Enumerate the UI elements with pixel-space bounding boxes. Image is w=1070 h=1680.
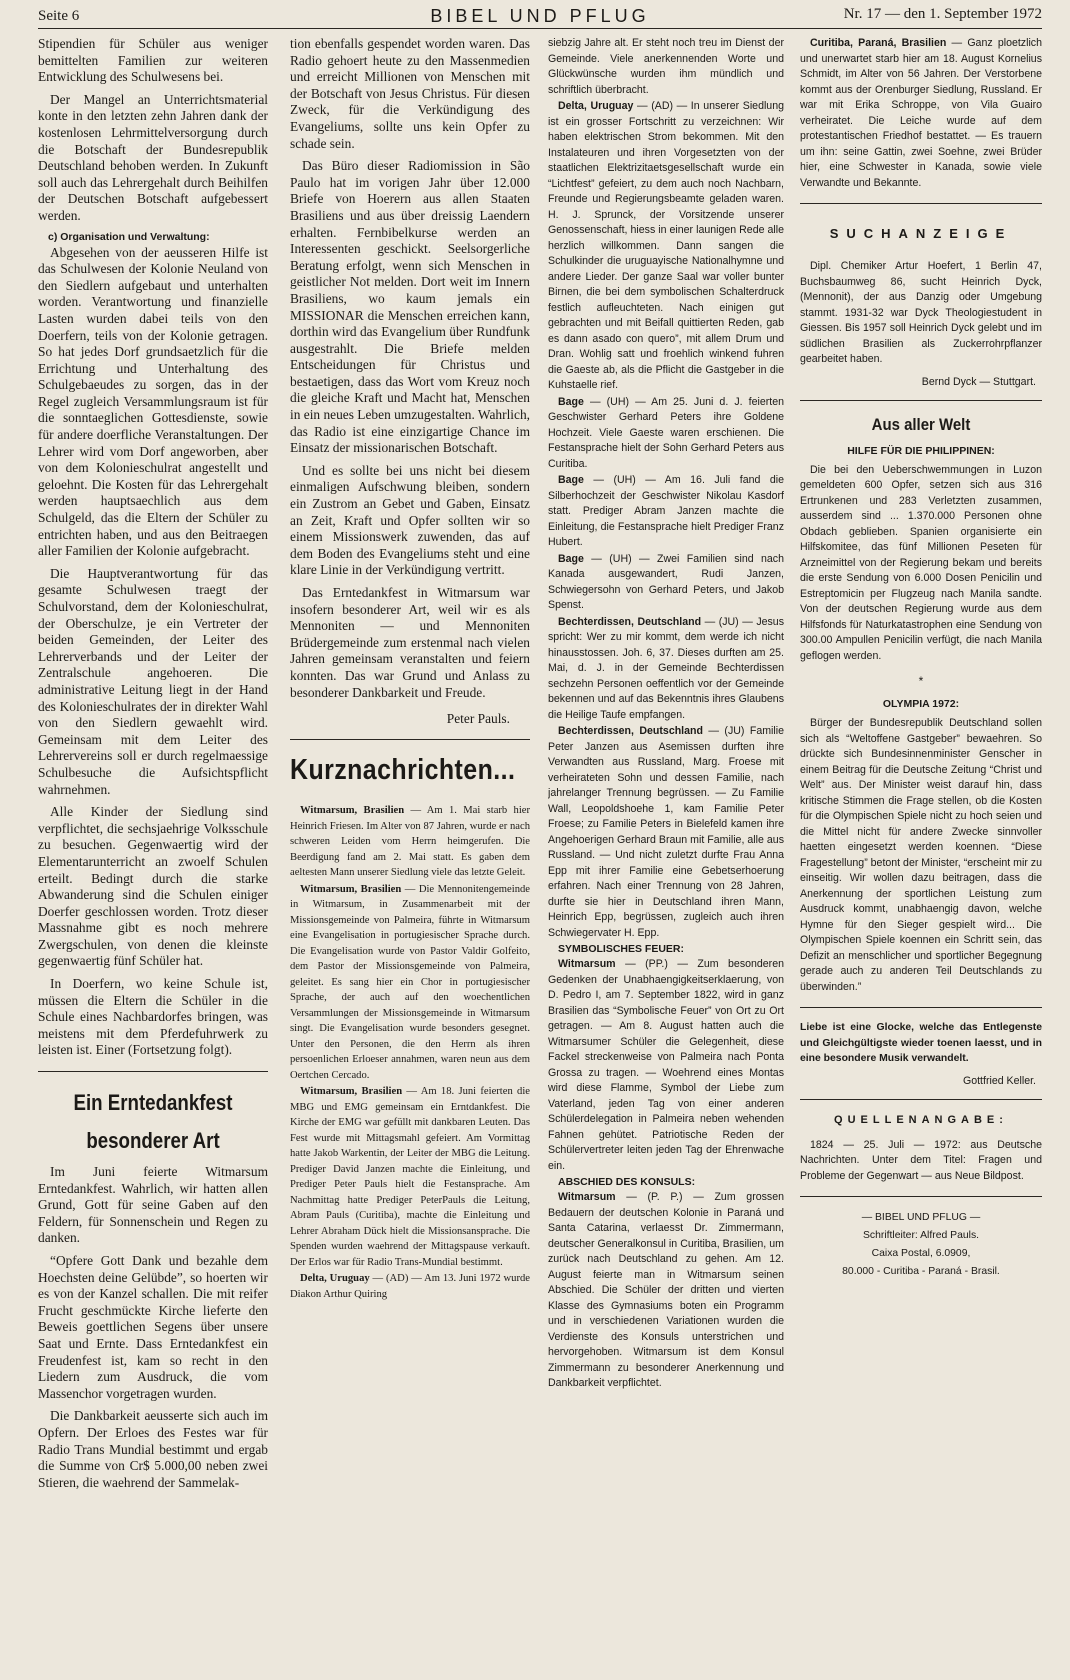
news-item: Bechterdissen, Deutschland — (JU) Familie Peter Janzen aus Asemissen durften ihre Verwandten aus Russland, Marg. Froese mit verheirateten Sohn und dessen Familie, nach jahrelanger Trennung begrüssen. — Zu Familie Wall, Leopoldshoehe 1, kam Familie Peter Froese; zu Familie Peters in Bielefeld kamen ihre Angehoerigen Gerhard Braun mit Familie, alle aus Russland. — Und nicht zuletzt durfte Frau Anna Epp mit ihrer Familie eine Gebetserhoerung erfahren. Nach einer Trennung von 28 Jahren, durfte sie hier in Deutschland ihren Mann, Heinrich Epp, begrüssen, zugleich auch ihren Schwiegervater H. Epp. <box>548 725 784 939</box>
imprint <box>800 1209 1042 1281</box>
section-title: Kurznachrichten... <box>290 754 516 787</box>
divider <box>800 400 1042 401</box>
news-item: Witmarsum, Brasilien — Am 18. Juni feierten die MBG und EMG gemeinsam ein Erntdankfest. Die Kirche der EMG war gefüllt mit dankbaren Leuten. Das Fest wurde mit Mittagsmahl gefeiert. Am Vormittag hatte Jakob Warkentin, der Leiter der MBG die Leitung. Prediger David Janzen machte die Einleitung, und Prediger Peter Pauls hielt die Festansprache. Am Nachmittag hatte Prediger PeterPauls die Leitung, Abram Pauls (Curitiba), machte die Einleitung und Lehrer Abraham Dück hielt die Missionsansprache. Die Spenden wurden waehrend der Mittagspause verkauft. Der Erlos war für Radio Trans-Mundial bestimmt. <box>290 1086 530 1268</box>
quote: Liebe ist eine Glocke, welche das Entlegenste und Gleichgültigste wieder toenen laesst, und in eine besondere Musik verwandelt. <box>800 1022 1042 1064</box>
imprint-line: Caixa Postal, 6.0909, <box>871 1248 971 1259</box>
news-dateline: Curitiba, Paraná, Brasilien <box>810 37 947 49</box>
news-dateline: Delta, Uruguay <box>558 100 634 112</box>
page-header <box>38 6 1042 29</box>
separator-star: * <box>918 674 924 688</box>
paragraph: Alle Kinder der Siedlung sind verpflichtet, die sechsjaehrige Volksschule zu besuchen. Gegenwaertig wird der Elementarunterricht an zwoelf Schulen erteilt. Bedingt durch die starke Abwanderung sind die Schulen einiger Doerfer geschlossen worden. Trotz dieser Massnahme gibt es noch mehrere Zwergschulen, von denen die kleinste gegenwaertig fünf Schüler hat. <box>38 804 268 969</box>
news-item: siebzig Jahre alt. Er steht noch treu im Dienst der Gemeinde. Viele anerkennenden Worte und Glückwünsche wurden ihm mündlich und schriftlich überbracht. <box>548 37 784 96</box>
paragraph: tion ebenfalls gespendet worden waren. Das Radio gehoert heute zu den Massenmedien und erreicht Millionen von Menschen mit der Botschaft von Jesus Christus. Für diesen Zweck, für die Verkündigung des Evangeliums, sollte uns kein Opfer zu schade sein. <box>290 36 530 151</box>
section-title: SUCHANZEIGE <box>829 226 1013 241</box>
news-dateline: Witmarsum <box>558 1191 616 1203</box>
news-item: Bage — (UH) — Zwei Familien sind nach Kanada ausgewandert, Rudi Janzen, Schwiegersohn von Gerhard Peters, und Jakob Spenst. <box>548 552 784 611</box>
section-heading: SYMBOLISCHES FEUER: <box>558 943 685 955</box>
section-title: QUELLENANGABE: <box>834 1113 1008 1126</box>
paragraph: Das Büro dieser Radiomission in São Paulo hat im vorigen Jahr über 12.000 Briefe von Hoerern aus allen Staaten Brasiliens und aus über dreissig Laendern erhalten. Fernbibelkurse werden an Interessenten geschickt. Seelsorgerliche Beratung erfolgt, wenn sich Menschen in geistlicher Not melden. Dort weit im Innern Brasiliens, wo kaum jemals ein MISSIONAR die Menschen erreichen kann, dorthin wird das Evangelium über Rundfunk ausgestrahlt. Die Briefe melden Entscheidungen für Christus und bestaetigen, dass das Wort vom Kreuz noch die gleiche Kraft und Macht hat, Menschen in ein neues Leben umzugestalten. Wahrlich, das Radio ist eine einzigartige Chance im Einsatz der missionarischen Botschaft. <box>290 158 530 456</box>
divider <box>290 739 530 740</box>
imprint-line: Schriftleiter: Alfred Pauls. <box>862 1230 980 1241</box>
news-item: Bechterdissen, Deutschland — (JU) — Jesus spricht: Wer zu mir kommt, dem werde ich nicht hinausstossen. Joh. 6, 37. Dieses durften am 25. Mai, d. J. in der Gemeinde Bechterdissen sechzehn Personen oeffentlich vor der Gemeinde bekennen und auf das Bekenntnis ihres Glaubens die Heilige Taufe empfangen. <box>548 615 784 721</box>
news-item: Die bei den Ueberschwemmungen in Luzon gemeldeten 600 Opfer, setzen sich aus 316 Ertrunkenen und 283 Verletzten zusammen, ausserdem sind ... 1.370.000 Personen ohne Obdach geblieben. Spanien organisierte ein Hilfskomitee, das fünf Millionen Peseten für Arzneimittel von der Regierung bekam und bereits die erste Sendung von 6.000 Dosen Penicilin und Estreptomicin per Flugzeug nach Manila sandte. Von der deutschen Regierung wurde aus dem Hilfsfonds für Naturkatastrophen eine Sendung von 300.00 Ampullen Penicilin verfügt, die nach Manila geflogen werden. <box>800 463 1042 662</box>
news-item: Bage — (UH) — Am 16. Juli fand die Silberhochzeit der Geschwister Nikolau Kasdorf statt. Prediger Abram Janzen machte die Einleitung, die Festansprache hielt Prediger Franz Hubert. <box>548 474 784 548</box>
news-dateline: Delta, Uruguay <box>300 1273 370 1285</box>
ad-signature: Bernd Dyck — Stuttgart. <box>921 375 1036 388</box>
page-number: Seite 6 <box>38 8 80 24</box>
paragraph: “Opfere Gott Dank und bezahle dem Hoechsten deine Gelübde”, so hoerten wir es von der Kanzel schallen. Die mit reifer Frucht geschmückte Kirche lieferte den Beweis goettlichen Segens über unsere Saat und Ernte. Dass Erntedankfest ein Freudenfest ist, kam so recht in den Liedern zum Ausdruck, die vom Massenchor vorgetragen wurden. <box>38 1253 268 1401</box>
paragraph: Der Mangel an Unterrichtsmaterial konte in den letzten zehn Jahren dank der kostenlosen Lehrmittelversorgung durch die Botschaft der Bundesrepublik Deutschland behoben werden. In Zukunft soll auch das Lehrergehalt durch Beihilfen der Deutschen Botschaft aufgebessert werden. <box>38 91 268 223</box>
news-item: Bürger der Bundesrepublik Deutschland sollen sich als “Weltoffene Gastgeber” bewaehren. So drückte sich Bundesinnenminister Genscher in einem Beitrag für die Deutsche Zeitung “Christ und Welt” aus. Der Minister weist darauf hin, dass kritische Stimmen die Frage stellen, ob die Kosten für die Olympischen Spiele nicht zu hoch seien und die Mittel nicht für andere Zwecke sinnvoller haetten eingesetzt werden koennen. “Diese Fragestellung” betont der Minister, “erscheint mir zu einseitig. Wir wollen dazu beitragen, dass die Anerkennung der sportlichen Leistung zum Ausdruck kommt, unabhaengig davon, welche Hymne für den Sieger gespielt wird... Die Olympischen Spiele koennen ein Schritt sein, das Defizit an menschlicher und sportlicher Begegnung gerade auch zu anderen Teil Deutschlands zu überwinden.” <box>800 717 1042 993</box>
news-item: Witmarsum — (P. P.) — Zum grossen Bedauern der deutschen Kolonie in Paraná und Santa Catarina, verlaesst Dr. Zimmermann, deutscher Generalkonsul in Curitiba, Brasilien, um zurück nach Deutschland zu gehen. Am 12. August feierte man in Witmarsum seinen Abschied. Die Schüler der dritten und vierten Klasse des Gymnasiums boten ein Programm und in verschiedenen Variationen wurden die Verdienste des Konsuls unterstrichen und hervorgehoben. Witmarsum ist dem Konsul Zimmermann zu besonderer Anerkennung und Dankbarkeit verpflichtet. <box>548 1191 784 1389</box>
column-2 <box>290 36 530 1672</box>
news-dateline: Bechterdissen, Deutschland <box>558 615 702 628</box>
news-dateline: Bechterdissen, Deutschland <box>558 725 703 737</box>
paragraph: Abgesehen von der aeusseren Hilfe ist das Schulwesen der Kolonie Neuland von den Siedlern aufgebaut und unterhalten worden. Verantwortung und finanzielle Lasten wurden dabei teils von den Doerfern, teils von der Kolonie getragen. So hat jedes Dorf grundsaetzlich für die Errichtung und Unterhaltung des Schulgebaeudes zu sorgen, das in der Regel zugleich Versammlungsraum ist für die sonntaeglichen Gottesdienste, sowie für andere doerfliche Veranstaltungen. Der Lehrer wird vom Dorf angeworben, aber von dem Kolonieschulrat angestellt und geloehnt. Die Kosten für das Lehrergehalt werden hauptsaechlich aus dem Schulgeld, das die Eltern der Schüler zu entrichten haben, und aus den Beitraegen aller Familien der Kolonie aufgebracht. <box>38 244 268 559</box>
quote-author: Gottfried Keller. <box>962 1074 1036 1087</box>
news-dateline: Bage <box>558 395 584 408</box>
news-dateline: Witmarsum, Brasilien <box>300 1086 403 1098</box>
divider <box>800 1099 1042 1100</box>
section-heading: c) Organisation und Verwaltung: <box>48 230 210 243</box>
section-heading: ABSCHIED DES KONSULS: <box>558 1176 696 1188</box>
column-4 <box>800 36 1042 1672</box>
news-dateline: Witmarsum, Brasilien <box>300 883 402 895</box>
divider <box>800 1007 1042 1008</box>
news-item: Witmarsum — (PP.) — Zum besonderen Gedenken der Unabhaengigkeitserklaerung, von D. Pedro I, am 7. September 1822, wird in ganz Brasilien das “Symbolische Feuer” von Ort zu Ort getragen. — Am 8. August hatten auch die Witmarsumer Schüler die Gelegenheit, diese Fackel streckenweise von Palmeira nach Ponta Grossa zu tragen. — Woehrend eines Montas wird diese Flamme, Symbol der Liebe zum Vaterland, jeden Tag von einer anderen Schülerdelegation in Palmeira neben wehenden Fahnen gehütet. Patriotische Reden der Schülervertreter leiten jeden Tag der Ehrenwache ein. <box>548 958 784 1172</box>
news-item: Delta, Uruguay — (AD) — In unserer Siedlung ist ein grosser Fortschritt zu verzeichnen: Wir haben elektrischen Strom bekommen. Mit den Instalateuren und ihren Vorgesetzten von der staatlichen Elektrizitaetsgesellschaft wurde ein “Lichtfest” gefeiert, zu dem auch noch Nachbarn, Freunde und Regierungsbeamte geladen waren. H. J. Sprunck, der Vorsitzende unserer Genossenschaft, hiess in einer launigen Rede alle herzlich willkommen. Dann sangen die Schulkinder die uruguayische Nationalhymne und andere Lieder. Der ganze Saal war voller bunter Birnen, die bei dem symbolischen Schalterdruck festlich aufleuchteten. Nach einigen gut gebrachten und mit Beifall quittierten Reden, gab es dann asado con quero”, mit allem Drum und Dran. Wohlig satt und froehlich winkend fuhren die Gaeste ab, als die Pflicht die Gastgeber in die Kuhstaelle rief. <box>548 100 784 391</box>
paragraph: Das Erntedankfest in Witmarsum war insofern besonderer Art, weil wir es als Mennoniten — und Mennoniten Brüdergemeinde zum erstenmal nach vielen Jahren gemeinsam veranstalten und feiern konnten. Das war Grund und Anlass zu besonderer Dankbarkeit und Freude. <box>290 585 530 700</box>
divider <box>38 1071 268 1072</box>
paragraph: In Doerfern, wo keine Schule ist, müssen die Eltern die Schüler in die Schule eines Nachbardorfes bringen, was meistens mit dem Pferdefuhrwerk zu leisten ist. Einer (Fortsetzung folgt). <box>38 976 268 1058</box>
news-item: Witmarsum, Brasilien — Die Mennonitengemeinde in Witmarsum, in Zusammenarbeit mit der Missionsgemeinde von Palmeira, führte in Witmarsum eine Evangelisation in portugiesischer Sprache durch. Die Evangelisation wurde von Pastor Valdir Golfeito, dem Pastor der Missionsgemeinde von Palmeira, geleitet. Es sang hier ein Chor in portugiesischer Sprache, der auch auf den woechentlichen Versammlungen der Missionsgemeinde in Witmarsum singt. Die Evangelisation wurde besonders gesegnet. Unter den Personen, die den Herrn als ihren persoenlichen Erloeser annahmen, waren neun aus dem Oertchen Cercado. <box>290 883 530 1081</box>
column-3 <box>548 36 784 1672</box>
divider <box>800 203 1042 204</box>
paragraph: Die Dankbarkeit aeusserte sich auch im Opfern. Der Erloes des Festes war für Radio Trans Mundial bestimmt und ergab die Summe von Cr$ 5.000,00 neben zwei Stieren, die waehrend der Sammelak- <box>38 1408 268 1490</box>
imprint-line: — BIBEL UND PFLUG — <box>861 1212 981 1223</box>
news-dateline: Bage <box>558 474 584 486</box>
article-title: Ein Erntedankfest besonderer Art <box>73 1090 233 1154</box>
author-signature: Peter Pauls. <box>446 711 510 727</box>
section-heading: HILFE FÜR DIE PHILIPPINEN: <box>847 444 995 457</box>
section-heading: OLYMPIA 1972: <box>882 698 960 710</box>
paragraph: Die Hauptverantwortung für das gesamte Schulwesen traegt der Schulvorstand, dem der Kolonieschulrat, der Oberschulze, je ein Vertreter der beiden Gemeinden, der Leiter des Lehrerverbands und der Leiter der Zentralschule angehoeren. Die administrative Leitung liegt in der Hand des Kolonieschulrates der in direkter Wahl von den Siedlern gewaehlt wird. Gemeinsam mit dem Leiter des Lehrervereins soll er durch regelmaessige Schulbesuche die Aufsichtspflicht wahrnehmen. <box>38 565 268 797</box>
news-dateline: Witmarsum, Brasilien <box>300 805 405 817</box>
masthead-title: BIBEL UND PFLUG <box>430 6 650 26</box>
news-dateline: Witmarsum <box>558 958 616 970</box>
imprint-line: 80.000 - Curitiba - Paraná - Brasil. <box>842 1266 1000 1277</box>
news-item: Witmarsum, Brasilien — Am 1. Mai starb hier Heinrich Friesen. Im Alter von 87 Jahren, wurde er nach schweren Leiden vom Herrn heimgerufen. Die Beerdigung fand am 2. Mai statt. Es gaben dem aeltesten Mann unserer Siedlung viele das letzte Geleit. <box>290 805 530 879</box>
section-title: Aus aller Welt <box>871 414 971 434</box>
paragraph: Und es sollte bei uns nicht bei diesem einmaligen Aufschwung bleiben, sondern ein Zustrom an Gebet und Gaben, Einsatz an Zeit, Kraft und Opfer sollten wir so einem Missionswerk zuwenden, das auf dem Boden des Evangeliums steht und eine klare Linie in der Verkündigung vertritt. <box>290 462 530 578</box>
news-item: Delta, Uruguay — (AD) — Am 13. Juni 1972 wurde Diakon Arthur Quiring <box>290 1273 530 1300</box>
news-dateline: Bage <box>558 552 584 565</box>
classified-ad: Dipl. Chemiker Artur Hoefert, 1 Berlin 47, Buchsbaumweg 86, sucht Heinrich Dyck, (Mennonit), der aus Danzig oder Umgebung stammt. 1931-32 war Dyck Theologiestudent in Giessen. Bis 1957 soll Heinrich Dyck gelebt und im südlichen Brasilien als Zuckerrohrpflanzer gearbeitet haben. <box>800 260 1042 365</box>
news-item: Bage — (UH) — Am 25. Juni d. J. feierten Geschwister Gerhard Peters ihre Goldene Hochzeit. Viele Gaeste waren erschienen. Die Festansprache hielt der Sohn Gerhard Peters aus Curitiba. <box>548 395 784 470</box>
paragraph: Im Juni feierte Witmarsum Erntedankfest. Wahrlich, wir hatten allen Grund, Gott für seine Gaben auf den Feldern, für Sonnenschein und Regen zu danken. <box>38 1164 268 1246</box>
news-item: Curitiba, Paraná, Brasilien — Ganz ploetzlich und unerwartet starb hier am 18. August Kornelius Schmidt, im Alter von 56 Jahren. Der Verstorbene kommt aus der Orenburger Siedlung, Russland. Er war mit Erika Schroppe, von Vila Guairo verheiratet. Die Leiche wurde auf dem protestantischen Friedhof bestattet. — Es trauern um ihn: seine Gattin, zwei Soehne, zwei Brüder hier, eine Schwester in Kanada, sowie viele Verwandte und Bekannte. <box>800 37 1042 189</box>
issue-date: Nr. 17 — den 1. September 1972 <box>843 6 1042 22</box>
sources-text: 1824 — 25. Juli — 1972: aus Deutsche Nachrichten. Unter dem Titel: Fragen und Probleme der Gegenwart — aus Neue Bildpost. <box>800 1138 1042 1182</box>
column-1 <box>38 36 268 1672</box>
divider <box>800 1196 1042 1197</box>
paragraph: Stipendien für Schüler aus weniger bemittelten Familien zur weiteren Entwicklung des Schulwesens bei. <box>38 36 268 85</box>
